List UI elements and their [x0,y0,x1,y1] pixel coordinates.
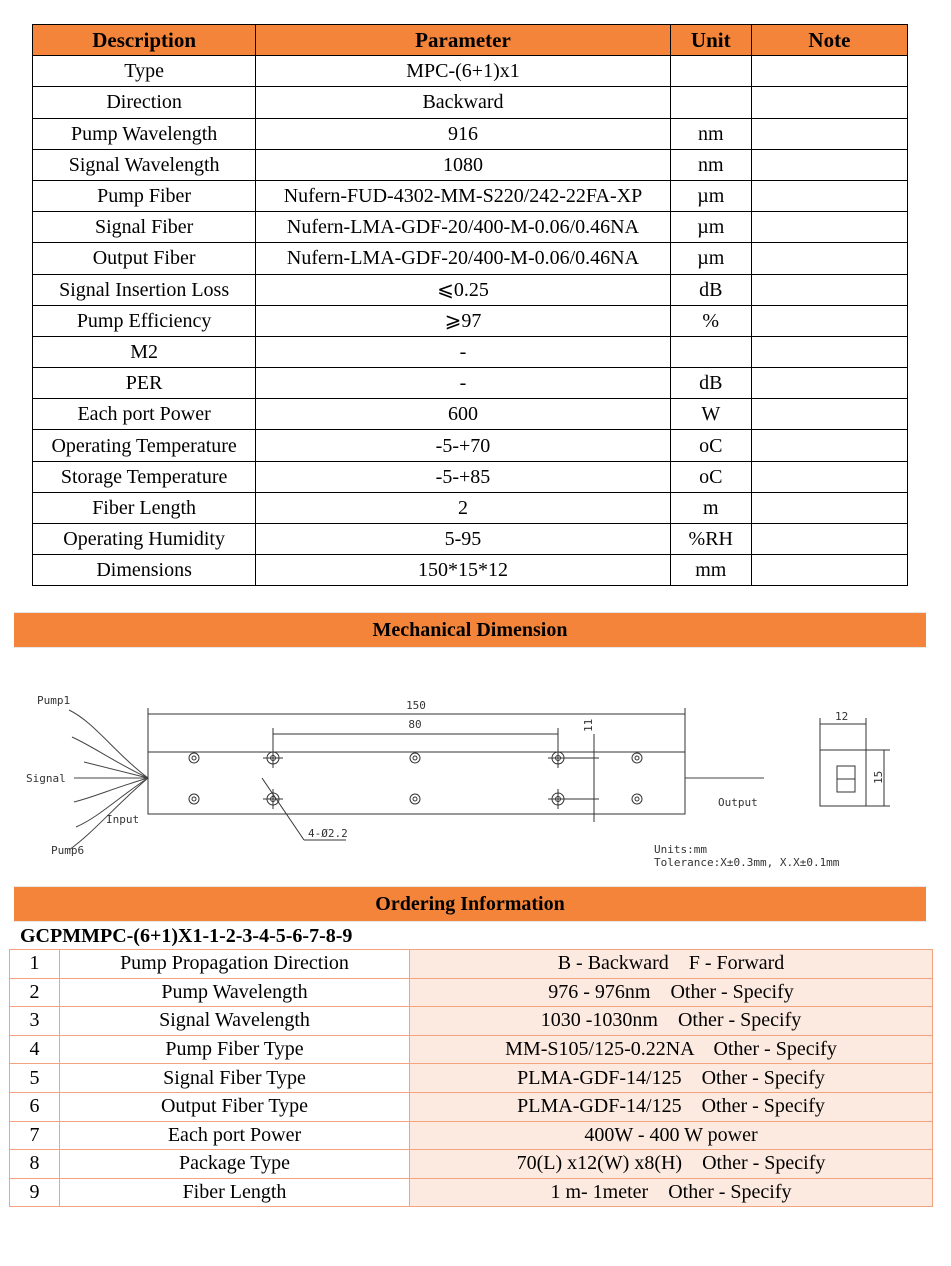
spec-parameter-cell: Nufern-LMA-GDF-20/400-M-0.06/0.46NA [256,243,670,274]
table-row [10,978,933,1007]
table-row [33,87,908,118]
header-note: Note [751,25,907,56]
dim-80: 80 [408,718,422,731]
spec-note-cell [751,555,907,586]
side-view [820,718,890,806]
order-item-cell: Package Type [60,1150,410,1179]
table-row [33,336,908,367]
table-row [10,1092,933,1121]
spec-description-cell: Pump Efficiency [33,305,256,336]
spec-unit-cell: oC [670,461,751,492]
table-row [33,368,908,399]
ordering-code: GCPMMPC-(6+1)X1-1-2-3-4-5-6-7-8-9 [20,925,353,947]
spec-note-cell [751,180,907,211]
order-number-cell: 2 [10,978,60,1007]
order-number-cell: 7 [10,1121,60,1150]
spec-note-cell [751,336,907,367]
spec-parameter-cell: ⩾97 [256,305,670,336]
spec-unit-cell: W [670,399,751,430]
spec-unit-cell: µm [670,180,751,211]
spec-parameter-cell: 600 [256,399,670,430]
spec-note-cell [751,461,907,492]
order-item-cell: Each port Power [60,1121,410,1150]
order-number-cell: 1 [10,950,60,979]
table-row [33,399,908,430]
spec-description-cell: Operating Humidity [33,524,256,555]
spec-unit-cell: m [670,492,751,523]
order-value-cell: MM-S105/125-0.22NA Other - Specify [410,1035,933,1064]
table-row [10,1035,933,1064]
spec-note-cell [751,56,907,87]
spec-description-cell: Signal Insertion Loss [33,274,256,305]
label-pump1: Pump1 [37,694,71,707]
mechanical-drawing [14,682,926,872]
table-row [10,1178,933,1207]
spec-description-cell: Dimensions [33,555,256,586]
order-value-cell: 400W - 400 W power [410,1121,933,1150]
spec-note-cell [751,399,907,430]
order-number-cell: 6 [10,1092,60,1121]
order-number-cell: 8 [10,1150,60,1179]
table-row [33,180,908,211]
spec-note-cell [751,368,907,399]
spec-unit-cell [670,336,751,367]
spec-parameter-cell: 2 [256,492,670,523]
spec-description-cell: Pump Fiber [33,180,256,211]
spec-note-cell [751,524,907,555]
dim-150: 150 [406,699,426,712]
order-item-cell: Fiber Length [60,1178,410,1207]
spec-description-cell: Signal Wavelength [33,149,256,180]
table-row [33,305,908,336]
spec-description-cell: M2 [33,336,256,367]
units-note: Units:mm [654,843,707,856]
spec-unit-cell: mm [670,555,751,586]
tolerance-note: Tolerance:X±0.3mm, X.X±0.1mm [654,856,840,869]
spec-unit-cell: nm [670,149,751,180]
spec-description-cell: Pump Wavelength [33,118,256,149]
spec-parameter-cell: Nufern-LMA-GDF-20/400-M-0.06/0.46NA [256,212,670,243]
order-number-cell: 9 [10,1178,60,1207]
spec-parameter-cell: - [256,368,670,399]
spec-unit-cell: %RH [670,524,751,555]
spec-description-cell: Signal Fiber [33,212,256,243]
table-row [33,274,908,305]
spec-parameter-cell: -5-+85 [256,461,670,492]
order-value-cell: B - Backward F - Forward [410,950,933,979]
label-pump6: Pump6 [51,844,85,857]
order-item-cell: Signal Fiber Type [60,1064,410,1093]
spec-description-cell: Direction [33,87,256,118]
order-item-cell: Pump Propagation Direction [60,950,410,979]
dim-11: 11 [582,718,595,732]
spec-note-cell [751,305,907,336]
spec-parameter-cell: - [256,336,670,367]
table-row [33,492,908,523]
header-unit: Unit [670,25,751,56]
spec-description-cell: PER [33,368,256,399]
dim-15: 15 [872,770,885,784]
order-item-cell: Pump Fiber Type [60,1035,410,1064]
spec-unit-cell: µm [670,212,751,243]
spec-table [32,24,908,586]
spec-parameter-cell: ⩽0.25 [256,274,670,305]
table-row [10,1150,933,1179]
order-number-cell: 3 [10,1007,60,1036]
table-row [10,1064,933,1093]
header-description: Description [33,25,256,56]
ordering-table [9,949,933,1207]
table-row [10,1121,933,1150]
spec-note-cell [751,212,907,243]
spec-unit-cell: dB [670,274,751,305]
spec-unit-cell: % [670,305,751,336]
order-value-cell: PLMA-GDF-14/125 Other - Specify [410,1092,933,1121]
table-row [33,461,908,492]
table-row [33,524,908,555]
table-row [33,555,908,586]
table-row [33,212,908,243]
order-item-cell: Output Fiber Type [60,1092,410,1121]
dim-12: 12 [835,710,849,723]
order-number-cell: 4 [10,1035,60,1064]
order-value-cell: PLMA-GDF-14/125 Other - Specify [410,1064,933,1093]
spec-unit-cell [670,56,751,87]
spec-unit-cell: dB [670,368,751,399]
spec-parameter-cell: 1080 [256,149,670,180]
label-signal: Signal [26,772,66,785]
spec-note-cell [751,274,907,305]
order-item-cell: Pump Wavelength [60,978,410,1007]
spec-parameter-cell: 5-95 [256,524,670,555]
spec-parameter-cell: MPC-(6+1)x1 [256,56,670,87]
spec-unit-cell: oC [670,430,751,461]
table-row [33,149,908,180]
label-input: Input [106,813,140,826]
spec-description-cell: Type [33,56,256,87]
mounting-holes [189,748,642,809]
spec-note-cell [751,149,907,180]
label-hole-spec: 4-Ø2.2 [308,827,348,840]
spec-parameter-cell: -5-+70 [256,430,670,461]
header-parameter: Parameter [256,25,670,56]
spec-unit-cell: µm [670,243,751,274]
label-output: Output [718,796,758,809]
table-row [33,56,908,87]
spec-unit-cell: nm [670,118,751,149]
spec-description-cell: Fiber Length [33,492,256,523]
order-value-cell: 1030 -1030nm Other - Specify [410,1007,933,1036]
order-value-cell: 976 - 976nm Other - Specify [410,978,933,1007]
spec-parameter-cell: Nufern-FUD-4302-MM-S220/242-22FA-XP [256,180,670,211]
spec-parameter-cell: 916 [256,118,670,149]
spec-note-cell [751,87,907,118]
ordering-information-title: Ordering Information [14,886,926,922]
order-value-cell: 1 m- 1meter Other - Specify [410,1178,933,1207]
spec-note-cell [751,118,907,149]
order-number-cell: 5 [10,1064,60,1093]
table-row [33,243,908,274]
spec-description-cell: Output Fiber [33,243,256,274]
spec-description-cell: Operating Temperature [33,430,256,461]
table-row [33,430,908,461]
spec-description-cell: Storage Temperature [33,461,256,492]
input-fibers [69,710,148,850]
order-value-cell: 70(L) x12(W) x8(H) Other - Specify [410,1150,933,1179]
spec-note-cell [751,492,907,523]
spec-header-row [33,25,908,56]
table-row [10,950,933,979]
spec-parameter-cell: Backward [256,87,670,118]
spec-unit-cell [670,87,751,118]
spec-note-cell [751,243,907,274]
spec-parameter-cell: 150*15*12 [256,555,670,586]
mechanical-dimension-title: Mechanical Dimension [14,612,926,648]
table-row [33,118,908,149]
order-item-cell: Signal Wavelength [60,1007,410,1036]
spec-note-cell [751,430,907,461]
table-row [10,1007,933,1036]
device-body [148,752,685,814]
spec-description-cell: Each port Power [33,399,256,430]
